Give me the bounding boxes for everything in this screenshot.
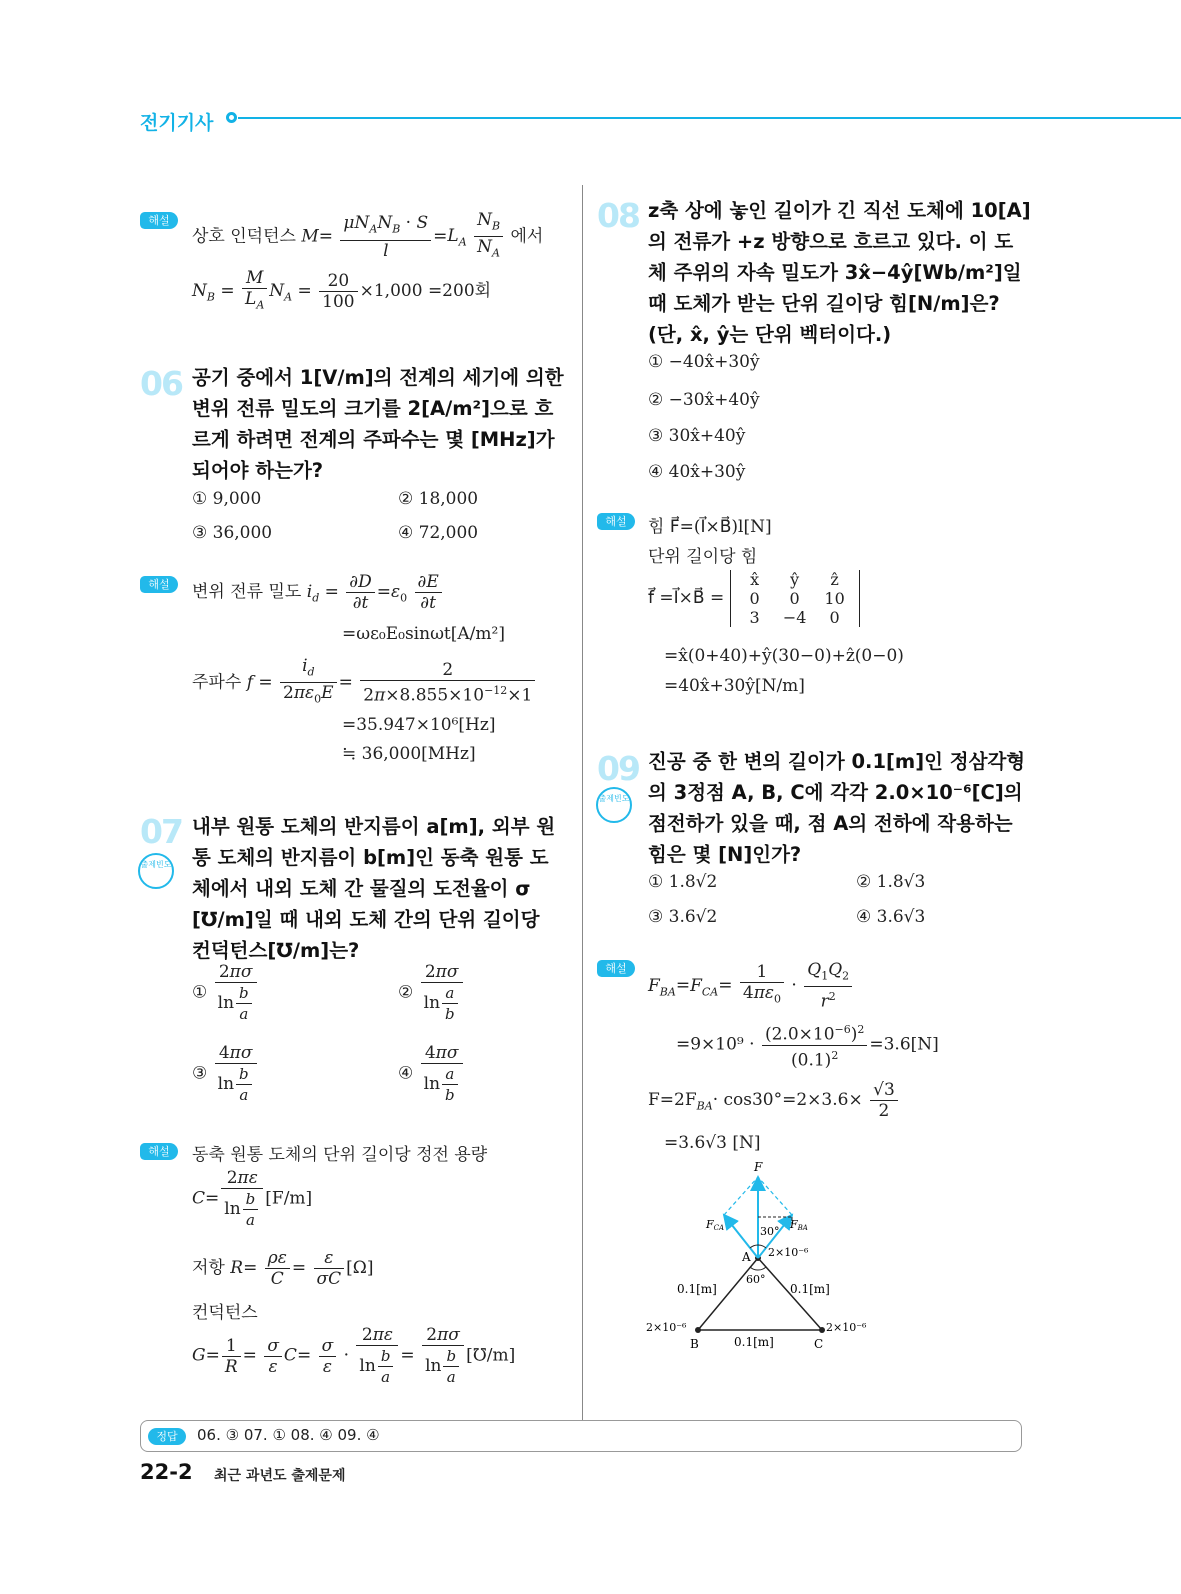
sol08-line1: 힘 F⃗=(I⃗×B⃗)l[N] [648,517,772,537]
label-fba: FBA [790,1218,808,1232]
q06-option-3[interactable]: ③ 36,000 [192,523,273,543]
sol09-line2: =9×10⁹ · $\frac{(2.0\times 10^{-6})^2}{(0.1)^2}$ =3.6[N] [676,1020,939,1070]
q08-option-3[interactable]: ③ 30x̂+40ŷ [648,426,746,446]
label-charge-c: 2×10⁻⁶ [826,1321,867,1334]
sol07-line1: 동축 원통 도체의 단위 길이당 정전 용량 [192,1145,488,1165]
q09-option-4[interactable]: ④ 3.6√3 [856,907,926,927]
sol08-line5: =40x̂+30ŷ[N/m] [664,676,805,696]
answer-text: 06. ③ 07. ① 08. ④ 09. ④ [197,1426,380,1444]
parallelogram-right [758,1177,792,1215]
frequency-stamp-icon: 출제빈도 [596,787,632,823]
point-b [695,1327,701,1333]
parallelogram-left [724,1177,758,1215]
q08-option-4[interactable]: ④ 40x̂+30ŷ [648,462,746,482]
page-number: 22-2 [140,1460,193,1484]
question-09-text: 진공 중 한 변의 길이가 0.1[m]인 정삼각형 의 3정점 A, B, C에 각각 2.0×10⁻⁶[C]의 점전하가 있을 때, 점 A의 전하에 작용하는 힘은 몇 [N]인가? [648,750,1026,866]
sol06-line3: 주파수 f = $\frac{i_d}{2\pi\varepsilon_0E}$ = $\frac{2}{2\pi\times 8.855\times 10^{-12}\times 1}$ [192,656,537,710]
force-fca-arrow [724,1215,758,1258]
label-c: C [814,1337,824,1351]
sol09-line4: =3.6√3 [N] [664,1133,761,1153]
sol08-line2: 단위 길이당 힘 [648,547,758,567]
header-rule [238,117,1181,119]
header-circle-icon [226,112,237,123]
label-a: A [742,1250,751,1264]
sol05-line2: $N_B$ = $\frac{M}{L_A}$ $N_A$ = $\frac{20}{100}$ ×1,000 =200회 [192,268,492,313]
question-number-08: 08 [597,196,639,235]
solution-badge: 해설 [140,212,178,229]
frequency-stamp-icon: 출제빈도 [138,853,174,889]
q07-option-3[interactable]: ③ 4πσ ln $\frac{b}{a}$ [192,1043,259,1105]
question-06-text: 공기 중에서 1[V/m]의 전계의 세기에 의한 변위 전류 밀도의 크기를 2[A/m²]으로 흐 르게 하려면 전계의 주파수는 몇 [MHz]가 되어야 하는가? [192,366,564,482]
question-number-09: 09 [597,749,639,788]
q06-option-1[interactable]: ① 9,000 [192,489,262,509]
force-triangle-diagram [640,1155,900,1355]
label-f: F [754,1160,763,1174]
q08-option-1[interactable]: ① −40x̂+30ŷ [648,352,760,372]
label-side-bottom: 0.1[m] [734,1335,774,1349]
label-side-left: 0.1[m] [677,1282,717,1296]
label-side-right: 0.1[m] [790,1282,830,1296]
answer-badge: 정답 [148,1428,186,1445]
label-30deg: 30° [760,1225,780,1238]
sol06-line5: ≒ 36,000[MHz] [342,744,476,764]
sol07-line4: 컨덕턴스 [192,1303,258,1323]
column-divider [582,185,583,1420]
running-header: 전기기사 [140,112,214,134]
solution-badge: 해설 [140,576,178,593]
question-07-text: 내부 원통 도체의 반지름이 a[m], 외부 원 통 도체의 반지름이 b[m]인 동축 원통 도 체에서 내외 도체 간 물질의 도전율이 σ [℧/m]일 때 내외 도체 간의 단위 길이당 컨덕턴스[℧/m]는? [192,815,556,962]
solution-badge: 해설 [597,513,635,530]
label-fca: FCA [706,1218,725,1232]
q07-option-4[interactable]: ④ 4πσ ln $\frac{a}{b}$ [398,1043,465,1105]
label-charge-a: 2×10⁻⁶ [768,1246,809,1259]
q08-option-2[interactable]: ② −30x̂+40ŷ [648,390,760,410]
q07-option-1[interactable]: ① 2πσ ln $\frac{b}{a}$ [192,962,259,1024]
footer-title: 최근 과년도 출제문제 [214,1468,346,1484]
label-b: B [690,1337,699,1351]
sol07-line2: C= 2πε ln $\frac{b}{a}$ [F/m] [192,1168,313,1229]
sol09-line3: $F=2F_{BA}\cdot \cos 30^\circ=2\times 3.6\times$ $\frac{√3}{2}$ [648,1080,900,1121]
label-60deg: 60° [746,1273,766,1286]
solution-badge: 해설 [140,1143,178,1160]
question-number-06: 06 [140,364,182,403]
point-c [819,1327,825,1333]
question-08-text: z축 상에 놓인 길이가 긴 직선 도체에 10[A] 의 전류가 +z 방향으로 흐르고 있다. 이 도 체 주위의 자속 밀도가 3x̂−4ŷ[Wb/m²]일 때 도체가 받는 단위 길이당 힘[N/m]은? (단, x̂, ŷ는 단위 벡터이다.) [648,199,1031,346]
q09-option-1[interactable]: ① 1.8√2 [648,872,718,892]
sol08-line4: =x̂(0+40)+ŷ(30−0)+ẑ(0−0) [664,646,904,666]
sol08-line3: f⃗ =I⃗×B⃗ = x̂ ŷ ẑ 0 0 10 3 −4 0 [648,570,860,627]
question-number-07: 07 [140,812,182,851]
q09-option-2[interactable]: ② 1.8√3 [856,872,926,892]
sol06-line1: 변위 전류 밀도 $i_d$ = $\frac{\partial D}{\partial t}$ $=\varepsilon_0$ $\frac{\partial E}{\partial t}$ [192,572,444,613]
q06-option-4[interactable]: ④ 72,000 [398,523,479,543]
q07-option-2[interactable]: ② 2πσ ln $\frac{a}{b}$ [398,962,465,1024]
q06-option-2[interactable]: ② 18,000 [398,489,479,509]
determinant-matrix: x̂ ŷ ẑ 0 0 10 3 −4 0 [730,570,860,627]
solution-badge: 해설 [597,960,635,977]
sol06-line2: =ωε₀E₀sinωt[A/m²] [342,624,505,644]
sol05-line1: 상호 인덕턴스 M= $\frac{\mu N_AN_B \cdot S}{l}$ $=L_A$ $\frac{N_B}{N_A}$ 에서 [192,210,544,261]
q09-option-3[interactable]: ③ 3.6√2 [648,907,718,927]
label-charge-b: 2×10⁻⁶ [646,1321,687,1334]
sol07-line5: G= $\frac{1}{R}$ = $\frac{\sigma}{\varepsilon}$ C= $\frac{\sigma}{\varepsilon}$ · 2πε ln $\frac{b}{a}$ = 2πσ ln $\frac{b}{a}$ [℧/m] [192,1325,516,1386]
sol07-line3: 저항 R= $\frac{\rho\varepsilon}{C}$ = $\frac{\varepsilon}{\sigma C}$ [Ω] [192,1248,374,1289]
sol09-line1: $F_{BA}=F_{CA}=$ $\frac{1}{4\pi\varepsilon_0}$ · $\frac{Q_1Q_2}{r^2}$ [648,960,854,1012]
sol06-line4: =35.947×10⁶[Hz] [342,715,496,735]
